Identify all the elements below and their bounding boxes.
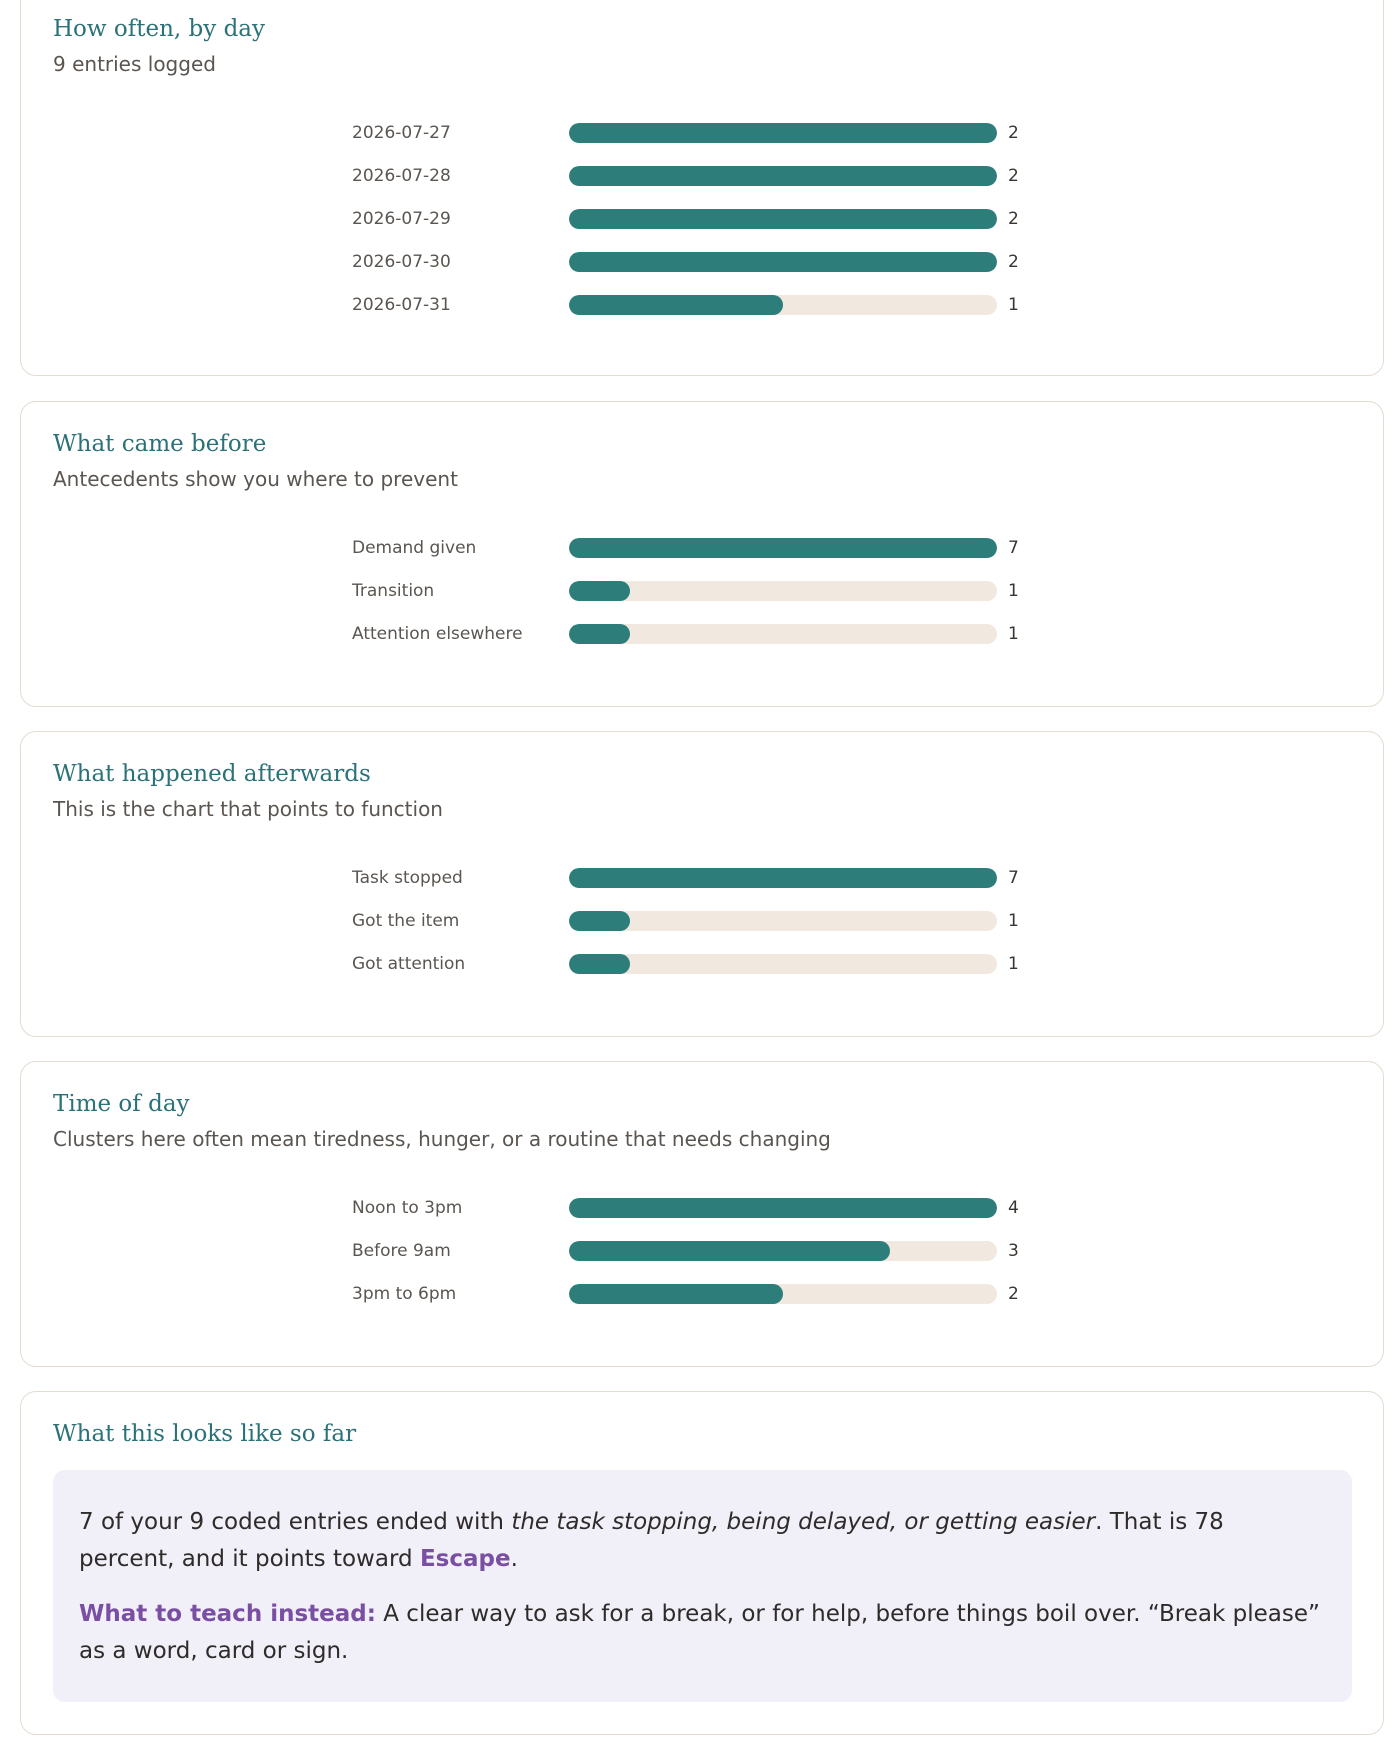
- chart-card-by-day: [20, 0, 1384, 376]
- bar-value: 7: [1008, 868, 1019, 888]
- bar-label: 2026-07-29: [352, 209, 451, 229]
- bar-label: 2026-07-31: [352, 295, 451, 315]
- bar-label: Before 9am: [352, 1241, 451, 1261]
- teach-instead-paragraph: [79, 1596, 1326, 1670]
- bar-track: [569, 209, 997, 229]
- bar-track: [569, 1284, 997, 1304]
- bar-fill: [569, 166, 997, 186]
- summary-title: What this looks like so far: [53, 1421, 357, 1447]
- bar-row: [21, 165, 1383, 187]
- bar-value: 1: [1008, 954, 1019, 974]
- bar-fill: [569, 624, 630, 644]
- bar-label: 2026-07-30: [352, 252, 451, 272]
- bar-value: 2: [1008, 252, 1019, 272]
- bar-row: [21, 1197, 1383, 1219]
- summary-card: [20, 1391, 1384, 1735]
- bar-fill: [569, 538, 997, 558]
- bar-value: 3: [1008, 1241, 1019, 1261]
- bar-track: [569, 166, 997, 186]
- summary-emphasis: the task stopping, being delayed, or getting easier: [511, 1509, 1096, 1535]
- bar-label: 2026-07-27: [352, 123, 451, 143]
- bar-row: [21, 953, 1383, 975]
- bar-label: Transition: [352, 581, 435, 601]
- bar-value: 1: [1008, 581, 1019, 601]
- bar-track: [569, 624, 997, 644]
- card-title: Time of day: [53, 1091, 190, 1117]
- bar-value: 7: [1008, 538, 1019, 558]
- bar-fill: [569, 1198, 997, 1218]
- summary-text: .: [510, 1546, 518, 1572]
- bar-row: [21, 1240, 1383, 1262]
- bar-fill: [569, 911, 630, 931]
- bar-track: [569, 252, 997, 272]
- summary-text: . That is 78 percent, and it points toward: [79, 1509, 1224, 1572]
- bar-row: [21, 580, 1383, 602]
- bar-fill: [569, 1284, 783, 1304]
- bar-value: 1: [1008, 295, 1019, 315]
- function-name: Escape: [419, 1546, 511, 1572]
- bar-track: [569, 295, 997, 315]
- bar-track: [569, 1241, 997, 1261]
- summary-text: 7 of your 9 coded entries ended with: [79, 1509, 512, 1535]
- bar-fill: [569, 295, 783, 315]
- card-subtitle: This is the chart that points to function: [53, 797, 443, 821]
- bar-fill: [569, 581, 630, 601]
- teach-instead-text: A clear way to ask for a break, or for help, before things boil over. “Break please” as a word, card or sign.: [79, 1601, 1320, 1664]
- chart-card-antecedents: [20, 401, 1384, 707]
- bar-row: [21, 208, 1383, 230]
- card-title: How often, by day: [53, 16, 266, 42]
- bar-row: [21, 1283, 1383, 1305]
- bar-value: 4: [1008, 1198, 1019, 1218]
- card-title: What came before: [53, 431, 267, 457]
- bar-label: 3pm to 6pm: [352, 1284, 457, 1304]
- bar-label: Demand given: [352, 538, 477, 558]
- bar-row: [21, 294, 1383, 316]
- bar-row: [21, 537, 1383, 559]
- bar-row: [21, 623, 1383, 645]
- bar-label: Noon to 3pm: [352, 1198, 463, 1218]
- bar-value: 2: [1008, 1284, 1019, 1304]
- chart-card-consequences: [20, 731, 1384, 1037]
- bar-track: [569, 581, 997, 601]
- bar-fill: [569, 868, 997, 888]
- bar-label: Got the item: [352, 911, 460, 931]
- card-subtitle: Antecedents show you where to prevent: [53, 467, 458, 491]
- bar-value: 2: [1008, 123, 1019, 143]
- bar-track: [569, 868, 997, 888]
- card-subtitle: 9 entries logged: [53, 52, 216, 76]
- bar-track: [569, 538, 997, 558]
- bar-label: Task stopped: [352, 868, 463, 888]
- bar-row: [21, 867, 1383, 889]
- bar-track: [569, 911, 997, 931]
- bar-row: [21, 122, 1383, 144]
- bar-fill: [569, 123, 997, 143]
- bar-fill: [569, 954, 630, 974]
- bar-track: [569, 123, 997, 143]
- bar-track: [569, 954, 997, 974]
- bar-value: 1: [1008, 911, 1019, 931]
- bar-value: 1: [1008, 624, 1019, 644]
- chart-card-time-of-day: [20, 1061, 1384, 1367]
- summary-box: [53, 1470, 1352, 1702]
- bar-label: Attention elsewhere: [352, 624, 523, 644]
- bar-fill: [569, 252, 997, 272]
- bar-label: 2026-07-28: [352, 166, 451, 186]
- bar-label: Got attention: [352, 954, 466, 974]
- summary-paragraph: [79, 1504, 1326, 1578]
- bar-fill: [569, 1241, 890, 1261]
- bar-row: [21, 910, 1383, 932]
- bar-fill: [569, 209, 997, 229]
- bar-value: 2: [1008, 209, 1019, 229]
- bar-value: 2: [1008, 166, 1019, 186]
- card-title: What happened afterwards: [53, 761, 371, 787]
- card-subtitle: Clusters here often mean tiredness, hunger, or a routine that needs changing: [53, 1127, 831, 1151]
- bar-row: [21, 251, 1383, 273]
- teach-instead-label: What to teach instead:: [79, 1601, 376, 1627]
- bar-track: [569, 1198, 997, 1218]
